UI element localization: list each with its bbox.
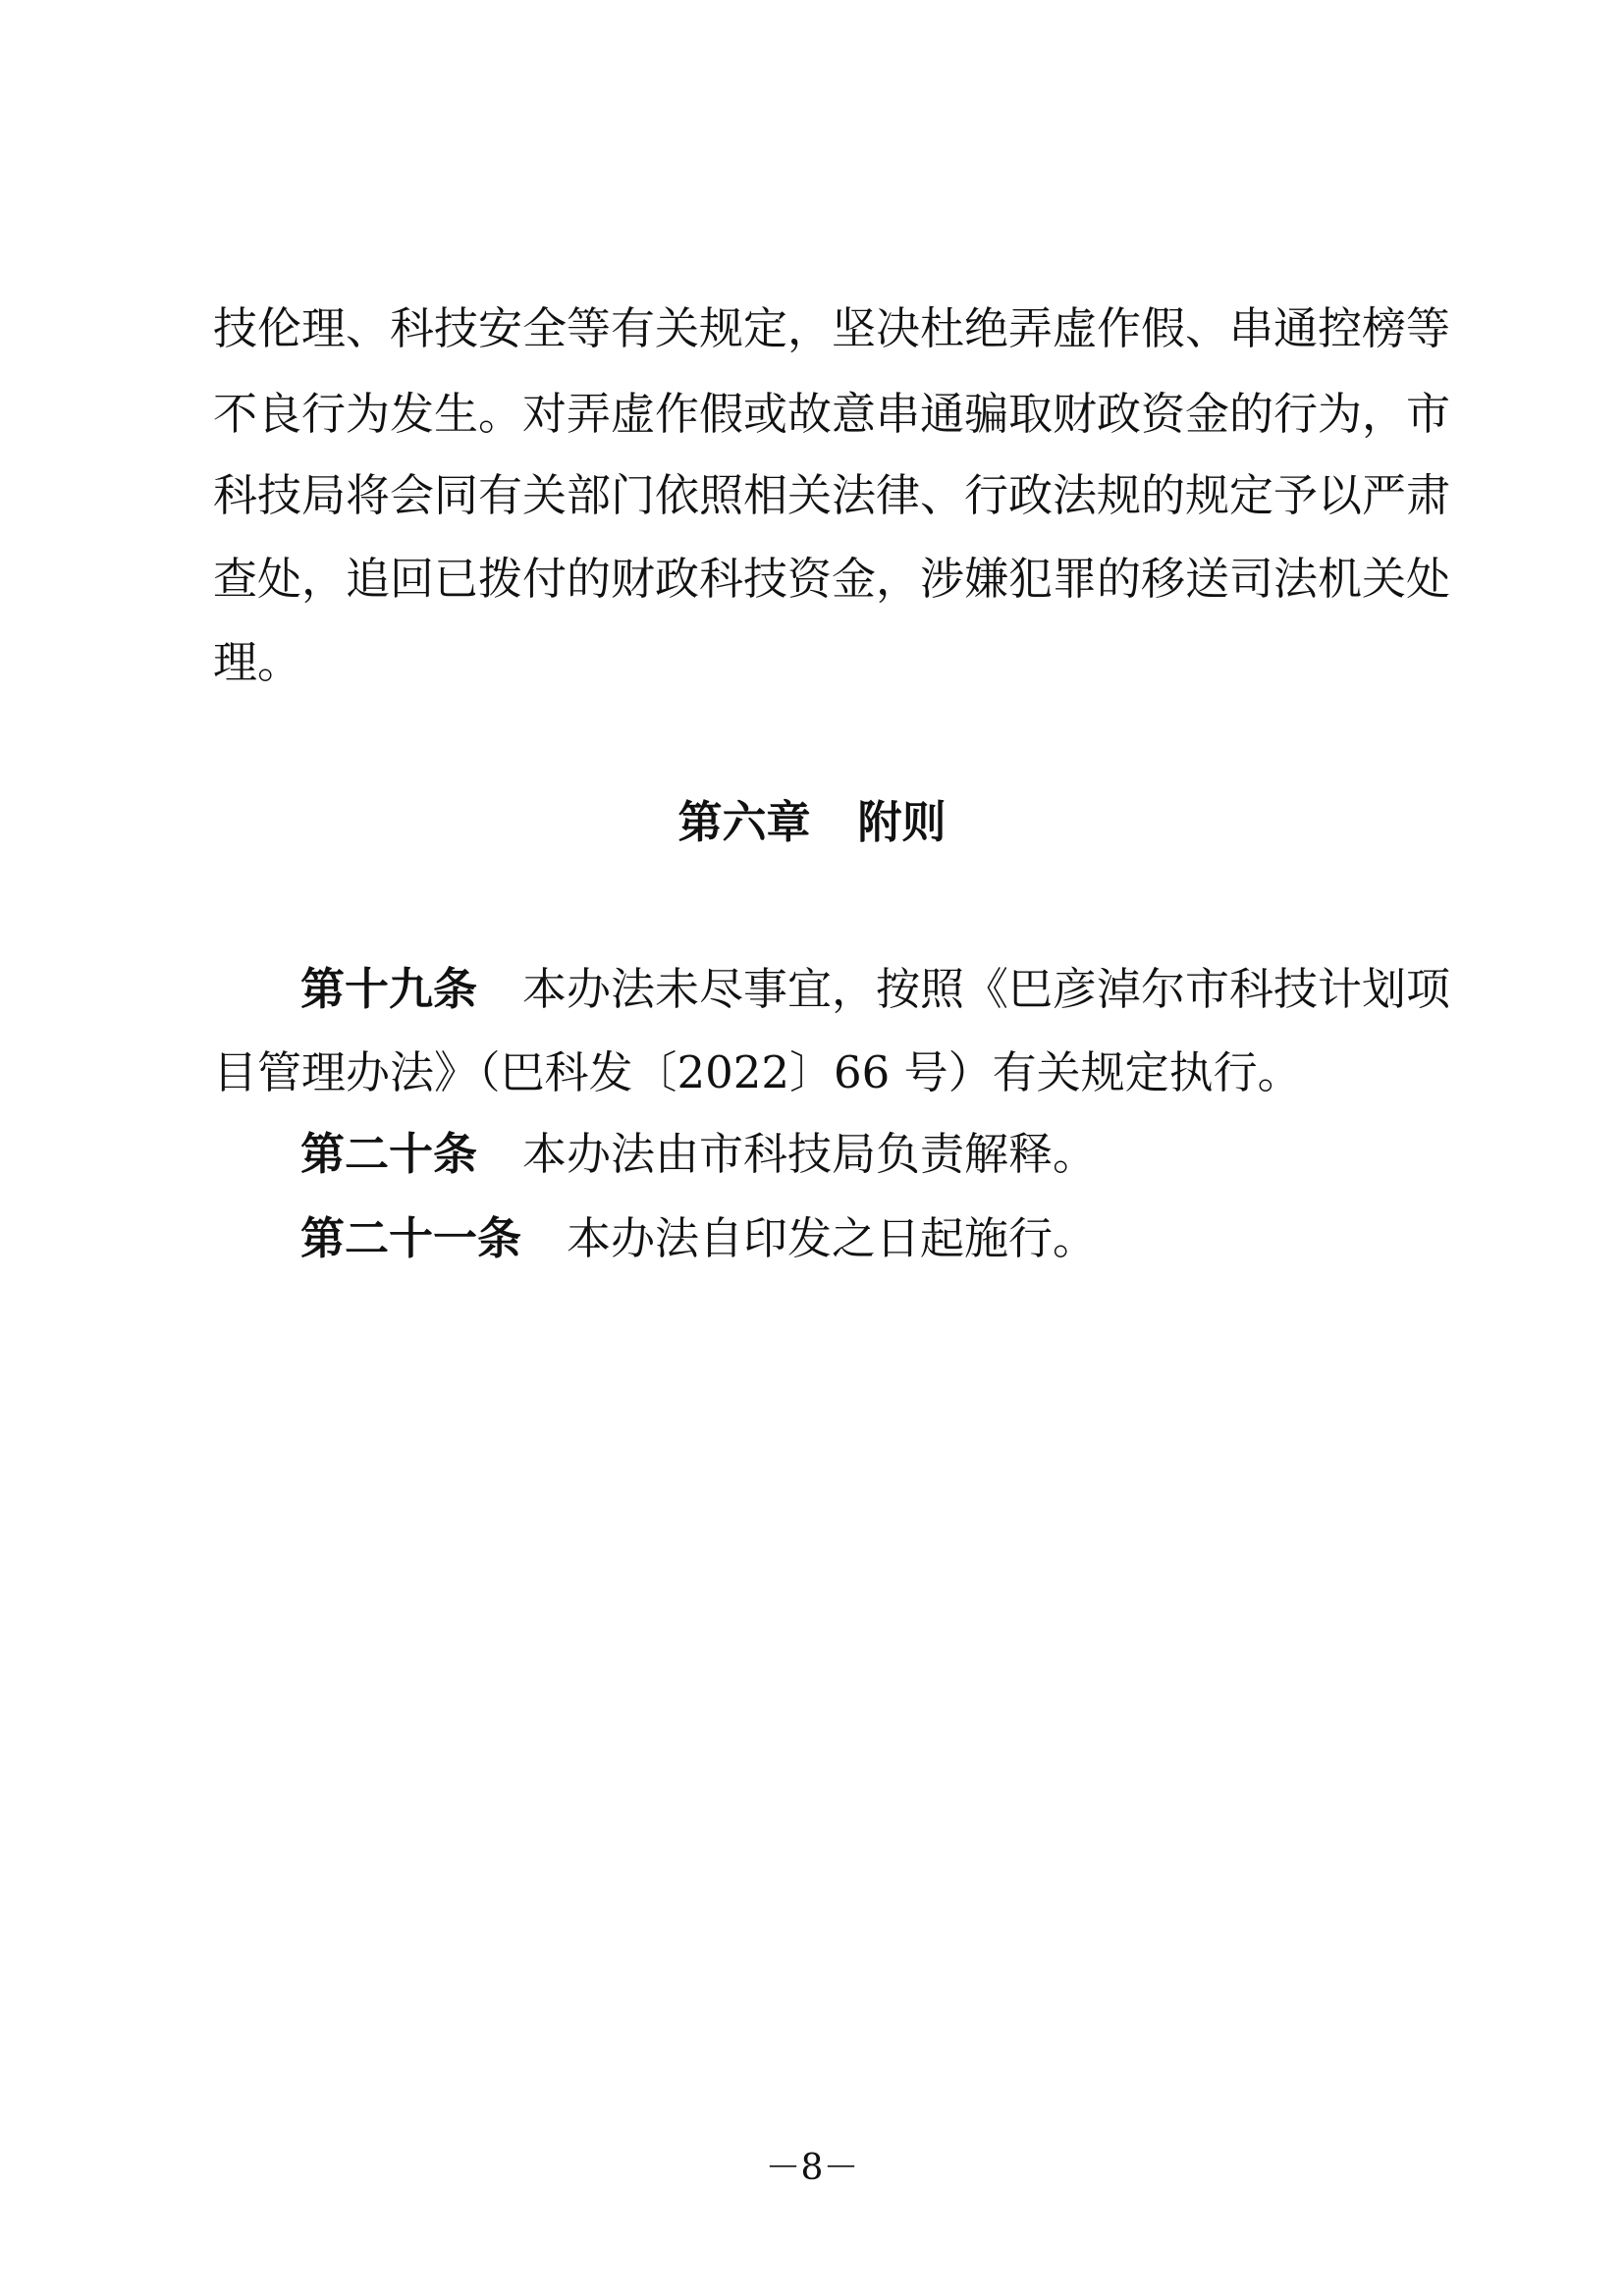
chapter-title: 附则 bbox=[857, 796, 947, 848]
article-19-line-1 bbox=[300, 960, 1624, 1019]
article-19-text: 本办法未尽事宜，按照《巴彦淖尔市科技计划项 bbox=[522, 963, 1451, 1015]
article-21-label: 第二十一条 bbox=[300, 1212, 522, 1264]
paragraph-line-2: 不良行为发生。对弄虚作假或故意串通骗取财政资金的行为，市 bbox=[213, 388, 1451, 440]
paragraph-line-5: 理。 bbox=[213, 636, 302, 688]
chapter-number: 第六章 bbox=[677, 796, 811, 848]
paragraph-line-1: 技伦理、科技安全等有关规定，坚决杜绝弄虚作假、串通控榜等 bbox=[213, 302, 1451, 354]
page-number: －8－ bbox=[765, 2148, 859, 2188]
article-19-line-2: 目管理办法》（巴科发〔2022〕66 号）有关规定执行。 bbox=[213, 1046, 1302, 1098]
article-21-text: 本办法自印发之日起施行。 bbox=[567, 1212, 1098, 1264]
paragraph-line-3: 科技局将会同有关部门依照相关法律、行政法规的规定予以严肃 bbox=[213, 469, 1451, 521]
article-20-line-1 bbox=[300, 1125, 1624, 1184]
article-19-label: 第十九条 bbox=[300, 963, 478, 1015]
chapter-heading bbox=[0, 793, 1624, 852]
paragraph-line-4: 查处，追回已拨付的财政科技资金，涉嫌犯罪的移送司法机关处 bbox=[213, 553, 1451, 605]
article-21-line-1 bbox=[300, 1209, 1624, 1268]
article-20-text: 本办法由市科技局负责解释。 bbox=[522, 1128, 1098, 1180]
article-20-label: 第二十条 bbox=[300, 1128, 478, 1180]
